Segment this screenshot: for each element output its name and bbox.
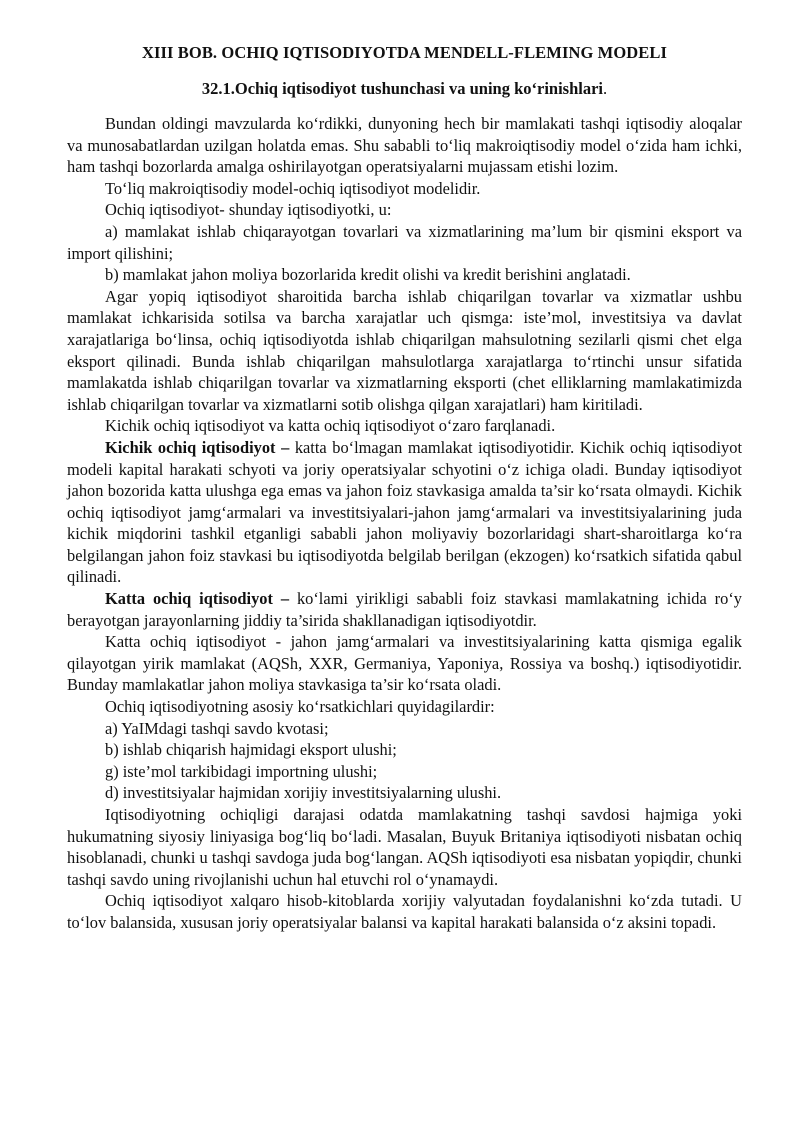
indicator-item-d: d) investitsiyalar hajmidan xorijiy investitsiyalarning ulushi. <box>105 783 502 803</box>
paragraph-intro: Bundan oldingi mavzularda ko‘rdikki, dunyoning hech bir mamlakati tashqi iqtisodiy aloqalar va munosabatlardan uzilgan holatda emas. Shu sababli to‘liq makroiqtisodiy model o‘zida ham ichki, ham tashqi bozorlarda amalga oshirilayotgan operatsiyalarni mujassam etishi lozim. <box>67 114 742 177</box>
paragraph-closed-vs-open: Agar yopiq iqtisodiyot sharoitida barcha ishlab chiqarilgan tovarlar va xizmatlar ushbu mamlakat ichkarisida sotilsa va barcha xarajatlar uch qismga: iste’mol, investitsiya va davlat xarajatlariga bo‘linsa, ochiq iqtisodiyotda ishlab chiqarilgan mahsulotning sezilarli qismi chet elga eksport qilinadi. Bunda ishlab chiqarilgan mahsulotlarga xarajatlarga to‘rtinchi unsur sifatida mamlakatda ishlab chiqarilgan tovarlar va xizmatlarning eksporti (chet elliklarning mamlakatimizda ishlab chiqarilgan tovarlar va xizmatlarni sotib olishga qilgan xarajatlari) ham kiritiladi. <box>67 286 742 414</box>
indicator-item-a: a) YaIMdagi tashqi savdo kvotasi; <box>105 718 329 738</box>
chapter-title: XIII BOB. OCHIQ IQTISODIYOTDA MENDELL-FLEMING MODELI <box>141 43 668 62</box>
section-title-text: 32.1.Ochiq iqtisodiyot tushunchasi va uning ko‘rinishlari <box>201 79 604 98</box>
paragraph-open-economy-definition: Ochiq iqtisodiyot- shunday iqtisodiyotki, u: <box>105 200 392 220</box>
term-large-open-economy: Katta ochiq iqtisodiyot – <box>105 589 290 609</box>
large-open-economy-text: ko‘lami yirikligi sababli foiz stavkasi mamlakatning ichida ro‘y berayotgan jarayonlarning jiddiy ta’sirida shakllanadigan iqtisodiyotdir. <box>67 589 742 630</box>
list-item-a-export-import: a) mamlakat ishlab chiqarayotgan tovarlari va xizmatlarining ma’lum bir qismini eksport va import qilishini; <box>67 221 742 263</box>
document-page <box>67 42 742 934</box>
paragraph-large-economy-examples: Katta ochiq iqtisodiyot - jahon jamg‘armalari va investitsiyalarining katta qismiga egalik qilayotgan yirik mamlakat (AQSh, XXR, Germaniya, Yaponiya, Rossiya va boshq.) iqtisodiyotidir. Bunday mamlakatlar jahon moliya stavkasiga ta’sir ko‘rsata oladi. <box>67 632 742 695</box>
term-small-open-economy: Kichik ochiq iqtisodiyot – <box>105 437 290 457</box>
section-title <box>67 78 742 100</box>
paragraph-small-open-economy <box>67 437 742 588</box>
indicator-item-g: g) iste’mol tarkibidagi importning ulushi; <box>105 761 378 781</box>
paragraph-definition-full-model: To‘liq makroiqtisodiy model-ochiq iqtisodiyot modelidir. <box>105 178 481 198</box>
small-open-economy-text: katta bo‘lmagan mamlakat iqtisodiyotidir. Kichik ochiq iqtisodiyot modeli kapital harakati schyoti va joriy operatsiyalar schyotini o‘z ichiga oladi. Bunday iqtisodiyot jahon bozorida katta ulushga ega emas va jahon foiz stavkasiga amalda ta’sir ko‘rsata olmaydi. Kichik ochiq iqtisodiyot jamg‘armalari va investitsiyalari-jahon jamg‘armalari va investitsiyalarining juda kichik miqdorini tashkil etganligi sababli jahon moliyaviy bozorlaridagi shart-sharoitlarga ko‘ra belgilangan jahon foiz stavkasi bu iqtisodiyotda belgilab berilgan (ekzogen) ko‘rsatkich sifatida qabul qilinadi. <box>67 437 743 587</box>
paragraph-large-open-economy <box>67 588 742 631</box>
indicator-item-b: b) ishlab chiqarish hajmidagi eksport ulushi; <box>105 740 397 760</box>
paragraph-small-vs-large: Kichik ochiq iqtisodiyot va katta ochiq iqtisodiyot o‘zaro farqlanadi. <box>105 416 556 436</box>
paragraph-foreign-currency: Ochiq iqtisodiyot xalqaro hisob-kitoblarda xorijiy valyutadan foydalanishni ko‘zda tutadi. U to‘lov balansida, xususan joriy operatsiyalar balansi va kapital harakati balansida o‘z aksini topadi. <box>67 891 742 932</box>
paragraph-openness-degree: Iqtisodiyotning ochiqligi darajasi odatda mamlakatning tashqi savdosi hajmiga yoki hukumatning siyosiy liniyasiga bog‘liq bo‘ladi. Masalan, Buyuk Britaniya iqtisodiyoti nisbatan ochiq hisoblanadi, chunki u tashqi savdoga juda bog‘langan. AQSh iqtisodiyoti esa nisbatan yopiqdir, chunki tashqi savdo uning rivojlanishi uchun hal etuvchi rol o‘ynamaydi. <box>67 805 742 889</box>
list-item-b-credit: b) mamlakat jahon moliya bozorlarida kredit olishi va kredit berishini anglatadi. <box>105 265 631 285</box>
section-title-period: . <box>603 79 608 98</box>
paragraph-indicators-intro: Ochiq iqtisodiyotning asosiy ko‘rsatkichlari quyidagilardir: <box>105 697 495 717</box>
